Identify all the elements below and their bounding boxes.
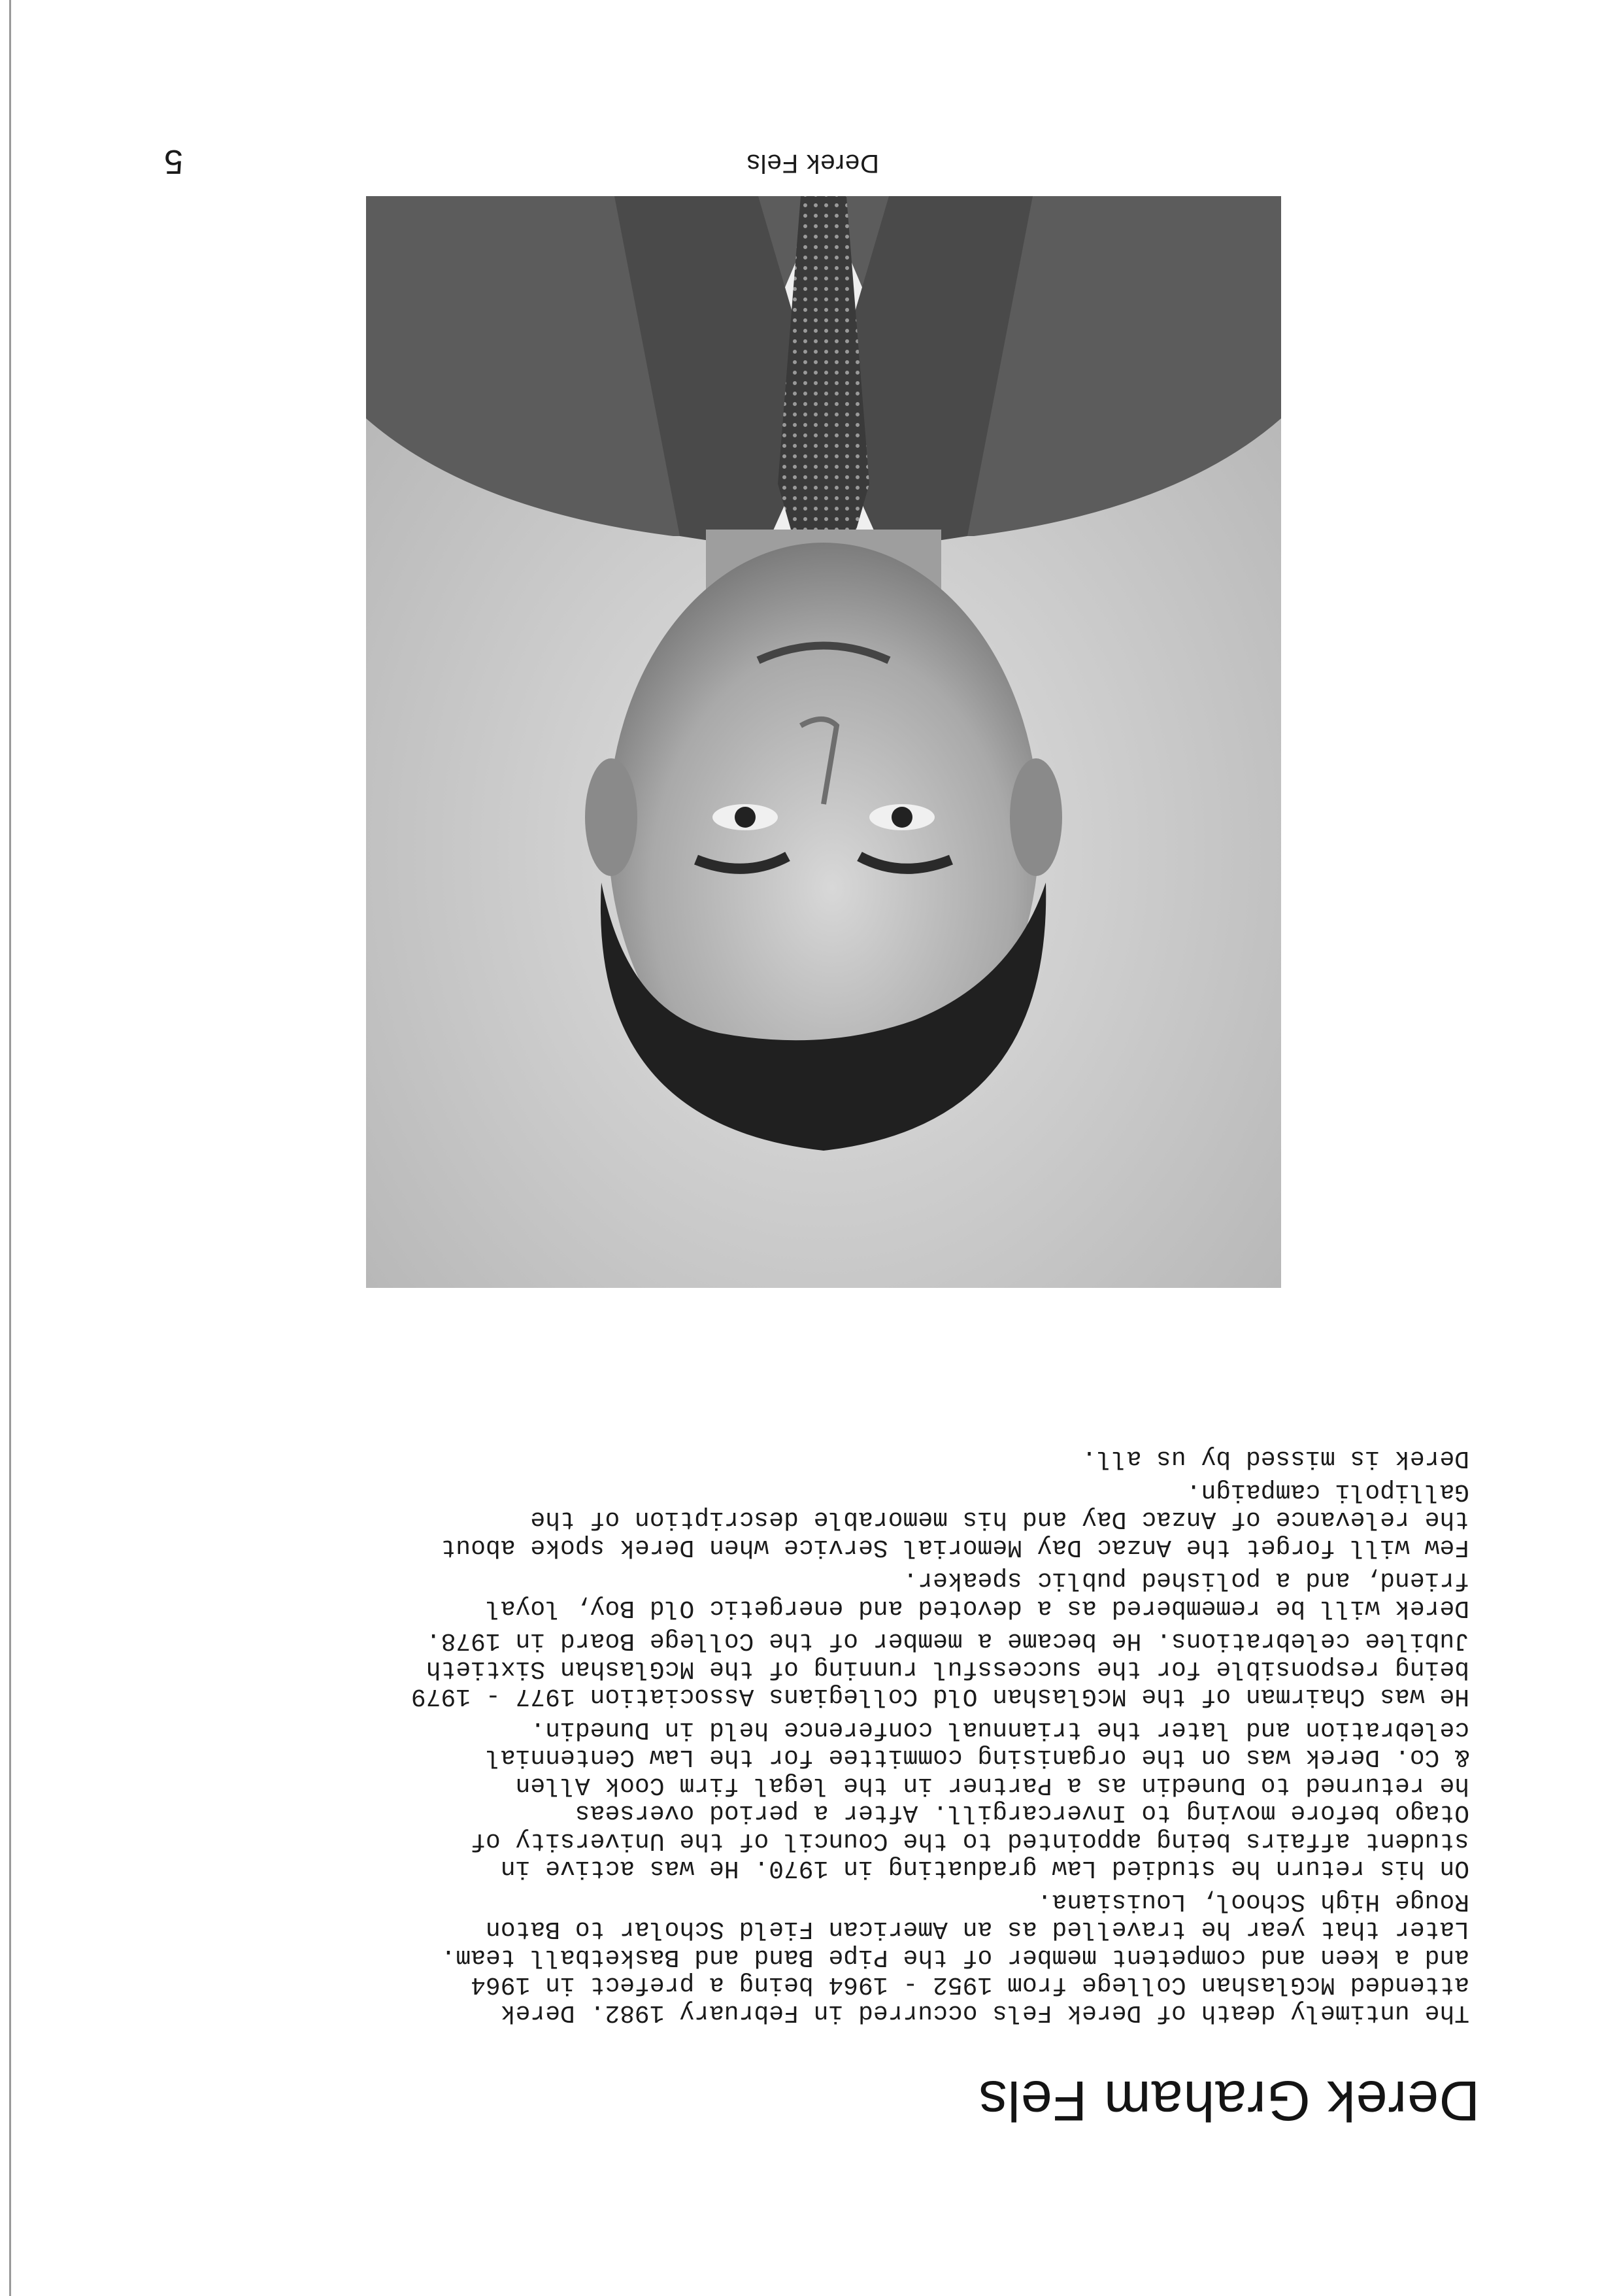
paragraph-career: On his return he studied Law graduating in 1970. He was active in student affairs being appointed to the Council of the University of Otago before moving to Invercargill. After a period overseas he returned to Dunedin as a Partner in the legal firm Cook Allen & Co. Derek was on the organising committee for the Law Centennial celebration and later the triannual conference held in Dunedin. bbox=[471, 1715, 1469, 1883]
paragraph-association: He was Chairman of the McGlashan Old Collegians Association 1977 - 1979 being responsible for the successful running of the McGlashan Sixtieth Jubilee celebrations. He became a member of the College Board in 1978. bbox=[410, 1627, 1469, 1711]
paragraph-anzac: Few will forget the Anzac Day Memorial Service when Derek spoke about the relevance of Anzac Day and his memorable description of the Gallipoli campaign. bbox=[441, 1477, 1469, 1561]
article-body bbox=[391, 1439, 1469, 2026]
paragraph-remembrance: Derek will be remembered as a devoted and energetic Old Boy, loyal friend, and a polished public speaker. bbox=[485, 1566, 1469, 1622]
photo-caption: Derek Fels bbox=[746, 149, 879, 178]
portrait-photo bbox=[366, 196, 1281, 1288]
portrait-illustration bbox=[366, 196, 1281, 1288]
page-title: Derek Graham Fels bbox=[978, 2069, 1480, 2132]
paragraph-closing: Derek is missed by us all. bbox=[1082, 1444, 1469, 1473]
paragraph-early-life: The untimely death of Derek Fels occurred in February 1982. Derek attended McGlashan College from 1952 - 1964 being a prefect in 1964 and a keen and competent member of the Pipe Band and Basketball team. Later that year he travelled as an American Field Scholar to Baton Rouge High School, Louisiana. bbox=[441, 1887, 1469, 2027]
page-number: 5 bbox=[164, 143, 183, 180]
